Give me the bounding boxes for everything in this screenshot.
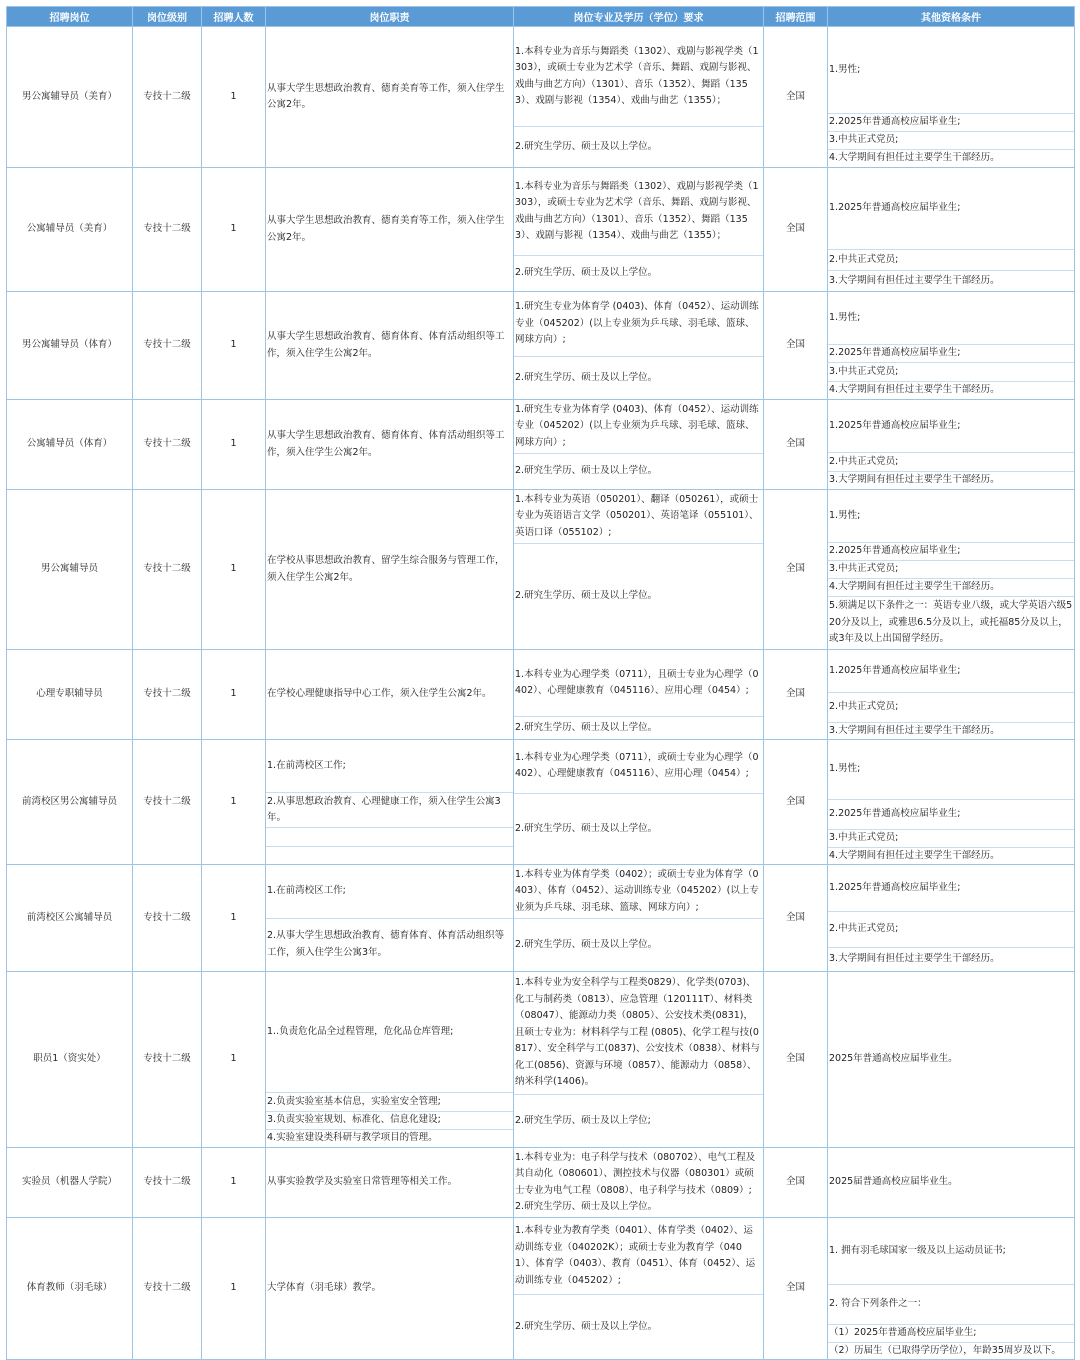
recruit-scope: 全国 [764,27,828,168]
requirement-line-2: 2.研究生学历、硕士及以上学位。 [515,140,658,152]
position-name: 男公寓辅导员 [7,490,133,650]
requirements-cell [514,650,764,740]
condition-line-4: （2）历届生（已取得学历学位），年龄35周岁及以下。 [829,1344,1061,1356]
duty-line-1: 在学校从事思想政治教育、留学生综合服务与管理工作，须入住学生公寓2年。 [267,555,505,583]
condition-line-1: 1. 拥有羽毛球国家一级及以上运动员证书; [828,1218,1074,1285]
duty-line-1: 从事大学生思想政治教育、德育体育、体育活动组织等工作，须入住学生公寓2年。 [267,331,505,359]
requirements-cell [514,1148,764,1218]
headcount: 1 [202,490,266,650]
duty-line-1: 从事大学生思想政治教育、德育体育、体育活动组织等工作，须入住学生公寓2年。 [267,430,505,458]
other-conditions-cell [828,972,1075,1148]
other-conditions-cell [828,27,1075,168]
table-row [7,400,1075,490]
duty-line-1: 1..负责危化品全过程管理，危化品仓库管理; [266,972,513,1093]
position-name: 男公寓辅导员（体育） [7,292,133,400]
requirement-line-2: 2.研究生学历、硕士及以上学位; [515,1114,651,1126]
requirement-line-1: 1.本科专业为心理学类（0711），且硕士专业为心理学（0402）、心理健康教育（045116）、应用心理（0454）; [514,650,763,717]
recruit-scope: 全国 [764,400,828,490]
position-level: 专技十二级 [133,650,202,740]
requirement-line-2: 2.研究生学历、硕士及以上学位。 [515,590,658,602]
position-name: 体育教师（羽毛球） [7,1218,133,1360]
position-level: 专技十二级 [133,1148,202,1218]
condition-line-2: 2.2025年普通高校应届毕业生; [828,800,1074,830]
headcount: 1 [202,400,266,490]
header-row [7,7,1075,27]
duty-line-blank [266,828,513,846]
requirement-line-1: 1.本科专业为音乐与舞蹈类（1302）、戏剧与影视学类（1303），或硕士专业为艺术学（音乐、舞蹈、戏剧与影视、戏曲与曲艺方向）（1301）、音乐（1352）、舞蹈（1353）、戏剧与影视（1354）、戏曲与曲艺（1355）； [514,27,763,127]
condition-line-4: 4.大学期间有担任过主要学生干部经历。 [829,384,1000,396]
other-conditions-cell [828,292,1075,400]
condition-line-1: 1.男性; [828,292,1074,345]
requirements-cell [514,1218,764,1360]
headcount: 1 [202,27,266,168]
requirements-cell [514,490,764,650]
headcount: 1 [202,650,266,740]
requirement-line-2: 2.研究生学历、硕士及以上学位。 [515,938,658,950]
position-level: 专技十二级 [133,972,202,1148]
other-conditions-cell [828,490,1075,650]
condition-line-2: 2.中共正式党员; [828,912,1074,948]
table-row [7,865,1075,972]
condition-line-2: 2.2025年普通高校应届毕业生; [828,345,1074,363]
other-conditions-cell [828,1148,1075,1218]
requirement-line-1: 1.本科专业为英语（050201）、翻译（050261），或硕士专业为英语语言文学（050201）、英语笔译（055101）、英语口译（055102）; [514,490,763,544]
header-scope: 招聘范围 [764,7,828,27]
position-level: 专技十二级 [133,1218,202,1360]
duty-line-1: 在学校心理健康指导中心工作，须入住学生公寓2年。 [267,688,492,700]
duties-cell [266,1218,514,1360]
header-requirements: 岗位专业及学历（学位）要求 [514,7,764,27]
duty-line-2: 2.负责实验室基本信息，实验室安全管理; [266,1093,513,1111]
requirement-line-1: 1.本科专业为音乐与舞蹈类（1302）、戏剧与影视学类（1303），或硕士专业为艺术学（音乐、舞蹈、戏剧与影视、戏曲与曲艺方向）（1301）、音乐（1352）、舞蹈（1353）、戏剧与影视（1354）、戏曲与曲艺（1355）； [514,168,763,256]
condition-line-3: 3.大学期间有担任过主要学生干部经历。 [829,724,1000,736]
position-level: 专技十二级 [133,400,202,490]
condition-line-3: 3.大学期间有担任过主要学生干部经历。 [829,274,1000,286]
condition-line-1: 1.男性; [828,490,1074,543]
recruit-scope: 全国 [764,740,828,865]
requirement-line-2: 2.研究生学历、硕士及以上学位。 [515,267,658,279]
recruit-scope: 全国 [764,650,828,740]
other-conditions-cell [828,168,1075,292]
position-level: 专技十二级 [133,490,202,650]
position-name: 心理专职辅导员 [7,650,133,740]
condition-line-3: 3.大学期间有担任过主要学生干部经历。 [829,474,1000,486]
condition-line-3: 3.大学期间有担任过主要学生干部经历。 [829,953,1000,965]
recruit-scope: 全国 [764,292,828,400]
condition-line-5: 5.须满足以下条件之一：英语专业八级，或大学英语六级520分及以上，或雅思6.5分及以上，或托福85分及以上，或3年及以上出国留学经历。 [829,600,1073,645]
requirement-line-2: 2.研究生学历、硕士及以上学位。 [515,371,658,383]
duties-cell [266,400,514,490]
condition-line-3: 3.中共正式党员; [828,363,1074,381]
recruit-scope: 全国 [764,490,828,650]
table-row [7,1218,1075,1360]
requirement-line-2: 2.研究生学历、硕士及以上学位。 [515,465,658,477]
condition-line-1: 1.2025年普通高校应届毕业生; [828,168,1074,250]
position-level: 专技十二级 [133,865,202,972]
table-row [7,292,1075,400]
table-row [7,740,1075,865]
condition-line-3: 3.中共正式党员; [828,830,1074,848]
table-row [7,650,1075,740]
condition-line-2: 2.2025年普通高校应届毕业生; [828,543,1074,561]
position-level: 专技十二级 [133,740,202,865]
condition-line-2: 2.2025年普通高校应届毕业生; [828,114,1074,132]
recruit-scope: 全国 [764,1148,828,1218]
table-row [7,168,1075,292]
position-name: 职员1（资实处） [7,972,133,1148]
requirement-line-2: 2.研究生学历、硕士及以上学位。 [515,822,658,834]
condition-line-1: 1.男性; [828,740,1074,800]
duty-line-3: 3.负责实验室规划、标准化、信息化建设; [266,1112,513,1130]
duties-cell [266,1148,514,1218]
other-conditions-cell [828,400,1075,490]
table-row [7,490,1075,650]
table-row [7,972,1075,1148]
header-other: 其他资格条件 [828,7,1075,27]
duty-line-1: 大学体育（羽毛球）教学。 [267,1282,382,1294]
requirement-line-2: 2.研究生学历、硕士及以上学位。 [515,721,658,733]
condition-line-1: 2025年普通高校应届毕业生。 [829,1053,958,1065]
duty-line-blank [266,847,513,864]
requirement-line-1: 1.本科专业为心理学类（0711），或硕士专业为心理学（0402）、心理健康教育（045116）、应用心理（0454）; [514,740,763,794]
condition-line-1: 1.2025年普通高校应届毕业生; [828,400,1074,453]
other-conditions-cell [828,1218,1075,1360]
duty-line-2: 2.从事大学生思想政治教育、德育体育、体育活动组织等工作，须入住学生公寓3年。 [267,930,505,958]
condition-line-2: 2.中共正式党员; [828,250,1074,271]
headcount: 1 [202,972,266,1148]
duty-line-1: 从事实验教学及实验室日常管理等相关工作。 [267,1176,458,1188]
duties-cell [266,168,514,292]
requirements-cell [514,865,764,972]
duties-cell [266,740,514,865]
condition-line-3: 3.中共正式党员; [828,132,1074,150]
condition-line-2: 2.中共正式党员; [828,693,1074,722]
condition-line-1: 1.2025年普通高校应届毕业生; [828,865,1074,912]
recruit-scope: 全国 [764,1218,828,1360]
duties-cell [266,865,514,972]
duty-line-1: 1.在前湾校区工作; [266,865,513,919]
header-level: 岗位级别 [133,7,202,27]
position-name: 公寓辅导员（体育） [7,400,133,490]
requirement-line-1: 1.研究生专业为体育学 (0403)、体育（0452）、运动训练专业（045202）(以上专业须为乒乓球、羽毛球、篮球、网球方向）; [514,400,763,454]
header-duties: 岗位职责 [266,7,514,27]
requirement-line-1: 1.本科专业为体育学类（0402）；或硕士专业为体育学（0403）、体育（0452）、运动训练专业（045202）(以上专业须为乒乓球、羽毛球、篮球、网球方向）; [514,865,763,919]
duties-cell [266,490,514,650]
requirement-line-1: 1.本科专业为教育学类（0401）、体育学类（0402）、运动训练专业（040202K）；或硕士专业为教育学（0401）、体育学（0403）、教育（0451）、体育（0452）、运动训练专业（045202）; [514,1218,763,1295]
requirements-cell [514,740,764,865]
condition-line-4: 4.大学期间有担任过主要学生干部经历。 [828,579,1074,597]
requirement-line-1: 1.本科专业为安全科学与工程类0829）、化学类(0703)、化工与制药类（0813）、应急管理（120111T）、材料类（08047）、能源动力类（0805）、公安技术类(0831)，且硕士专业为：材料科学与工程 (0805)、化学工程与技(0817）、安全科学与工(0837)、公安技术（0838）、材料与化工(0856)、资源与环境（0857）、能源动力（0858）、纳米科学(1406)。 [514,972,763,1095]
duties-cell [266,27,514,168]
condition-line-2: 2. 符合下列条件之一： [828,1285,1074,1325]
condition-line-2: 2.中共正式党员; [828,453,1074,471]
position-name: 男公寓辅导员（美育） [7,27,133,168]
position-name: 实验员（机器人学院） [7,1148,133,1218]
requirements-cell [514,400,764,490]
condition-line-3: （1）2025年普通高校应届毕业生; [828,1325,1074,1343]
headcount: 1 [202,740,266,865]
headcount: 1 [202,292,266,400]
other-conditions-cell [828,740,1075,865]
requirement-line-1: 1.研究生专业为体育学 (0403)、体育（0452）、运动训练专业（045202）(以上专业须为乒乓球、羽毛球、篮球、网球方向）; [514,292,763,357]
position-name: 公寓辅导员（美育） [7,168,133,292]
recruit-scope: 全国 [764,168,828,292]
duties-cell [266,972,514,1148]
other-conditions-cell [828,650,1075,740]
condition-line-4: 4.大学期间有担任过主要学生干部经历。 [829,849,1000,861]
condition-line-1: 1.2025年普通高校应届毕业生; [828,650,1074,693]
headcount: 1 [202,1148,266,1218]
requirement-line-2: 2.研究生学历、硕士及以上学位。 [515,1320,658,1332]
other-conditions-cell [828,865,1075,972]
condition-line-1: 1.男性; [828,27,1074,114]
duties-cell [266,650,514,740]
duty-line-1: 从事大学生思想政治教育、德育美育等工作，须入住学生公寓2年。 [267,82,505,110]
position-name: 前湾校区公寓辅导员 [7,865,133,972]
requirement-line-1: 1.本科专业为：电子科学与技术（080702）、电气工程及其自动化（080601）、测控技术与仪器（080301）或硕士专业为电气工程（0808）、电子科学与技术（0809）; 2.研究生学历、硕士及以上学位。 [515,1151,756,1212]
duty-line-4: 4.实验室建设类科研与教学项目的管理。 [267,1132,438,1144]
recruit-scope: 全国 [764,972,828,1148]
position-level: 专技十二级 [133,168,202,292]
table-row [7,27,1075,168]
condition-line-1: 2025届普通高校应届毕业生。 [829,1176,958,1188]
requirements-cell [514,972,764,1148]
duty-line-2: 2.从事思想政治教育、心理健康工作，须入住学生公寓3年。 [266,793,513,829]
requirements-cell [514,168,764,292]
requirements-cell [514,292,764,400]
requirements-cell [514,27,764,168]
recruitment-table [6,6,1075,1360]
duty-line-1: 从事大学生思想政治教育、德育美育等工作，须入住学生公寓2年。 [267,215,505,243]
position-name: 前湾校区男公寓辅导员 [7,740,133,865]
position-level: 专技十二级 [133,292,202,400]
duty-line-1: 1.在前湾校区工作; [266,740,513,793]
headcount: 1 [202,865,266,972]
condition-line-3: 3.中共正式党员; [828,561,1074,579]
position-level: 专技十二级 [133,27,202,168]
recruit-scope: 全国 [764,865,828,972]
header-count: 招聘人数 [202,7,266,27]
condition-line-4: 4.大学期间有担任过主要学生干部经历。 [829,152,1000,164]
headcount: 1 [202,1218,266,1360]
header-position: 招聘岗位 [7,7,133,27]
duties-cell [266,292,514,400]
headcount: 1 [202,168,266,292]
table-row [7,1148,1075,1218]
